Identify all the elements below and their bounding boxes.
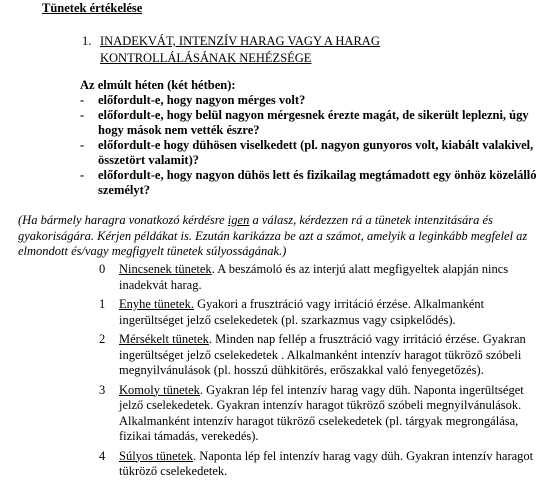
instruction-part1: (Ha bármely haragra vonatkozó kérdésre [18,213,228,227]
instruction-igen: igen [227,213,250,227]
questions-lead: Az elmúlt héten (két hétben): [80,78,236,92]
question-text: előfordult-e hogy dühösen viselkedett (pl. nagyon gunyoros volt, kiabált valakivel, összetört valamit)? [98,138,534,167]
level-description: . Minden nap fellép a frusztráció vagy irritáció érzése. Gyakran ingerültséget jelző cselekedetek . Alkalmanként intenzív haragot tükröző szóbeli megnyilvánulások (pl. hosszú dühkitörés, erőszakkal való fenyegetőzés). [119,332,526,377]
level-number: 2 [99,332,106,346]
question-text: előfordult-e, hogy nagyon dühös lett és fizikailag megtámadott egy önhöz közelálló személyt? [98,168,537,197]
level-number: 3 [99,382,106,397]
instruction-part2: a válasz, kérdezzen rá a tünetek intenzitására és gyakoriságára. Kérjen példákat is. Ezután karikázza be azt a számot, amelyik a leginkább megfelel az elmondott és/vagy megfigyelt tünetek súlyosságának.) [18,213,528,258]
level-name: Enyhe tünetek. [119,297,194,311]
question-text: előfordult-e, hogy belül nagyon mérgesnek érezte magát, de sikerült leplezni, úgy hogy mások nem vették észre? [98,108,529,137]
bullet-dash: - [80,138,85,152]
severity-level-4 [99,449,539,480]
level-description: . Gyakran lép fel intenzív harag vagy düh. Naponta ingerültséget jelző cselekedetek. Gyakran intenzív haragot tükröző szóbeli megnyilvánulások. Alkalmanként intenzív haragot tükröző cselekedetek (pl. tárgyak megrongálása, fizikai támadás, verekedés). [119,382,524,443]
level-description: Gyakori a frusztráció vagy irritáció érzése. Alkalmanként ingerültséget jelző cselekedetek (pl. szarkazmus vagy csipkelődés). [119,297,485,327]
question-block [80,78,550,198]
severity-level-1 [99,297,539,328]
severity-level-0 [99,262,539,293]
section-title-line2: KONTROLLÁLÁSÁNAK NEHÉZSÉGE [100,51,312,65]
level-description: . Naponta lép fel intenzív harag vagy düh. Gyakran intenzív haragot tükröző cselekedetek. [119,448,534,478]
severity-levels [99,262,539,484]
bullet-dash: - [80,108,85,122]
level-name: Súlyos tünetek [119,448,193,463]
question-item [80,93,550,108]
question-item [80,138,550,168]
level-description: . A beszámoló és az interjú alatt megfigyeltek alapján nincs inadekvát harag. [119,262,509,292]
question-text: előfordult-e, hogy nagyon mérges volt? [98,93,306,107]
level-number: 4 [99,448,106,463]
section-title-line1: INADEKVÁT, INTENZÍV HARAG VAGY A HARAG [100,34,380,48]
level-name: Mérsékelt tünetek [119,332,209,346]
page-title: Tünetek értékelése [42,1,143,15]
level-number: 0 [99,262,106,276]
instruction-paragraph [18,213,543,260]
question-list [80,93,550,198]
question-item [80,108,550,138]
bullet-dash: - [80,93,85,107]
level-name: Nincsenek tünetek [119,262,212,276]
level-name: Komoly tünetek [119,382,200,397]
bullet-dash: - [80,168,85,182]
section-number: 1. [82,34,92,48]
severity-level-2 [99,332,539,379]
level-number: 1 [99,297,106,311]
question-item [80,168,550,198]
severity-level-3 [99,383,539,445]
